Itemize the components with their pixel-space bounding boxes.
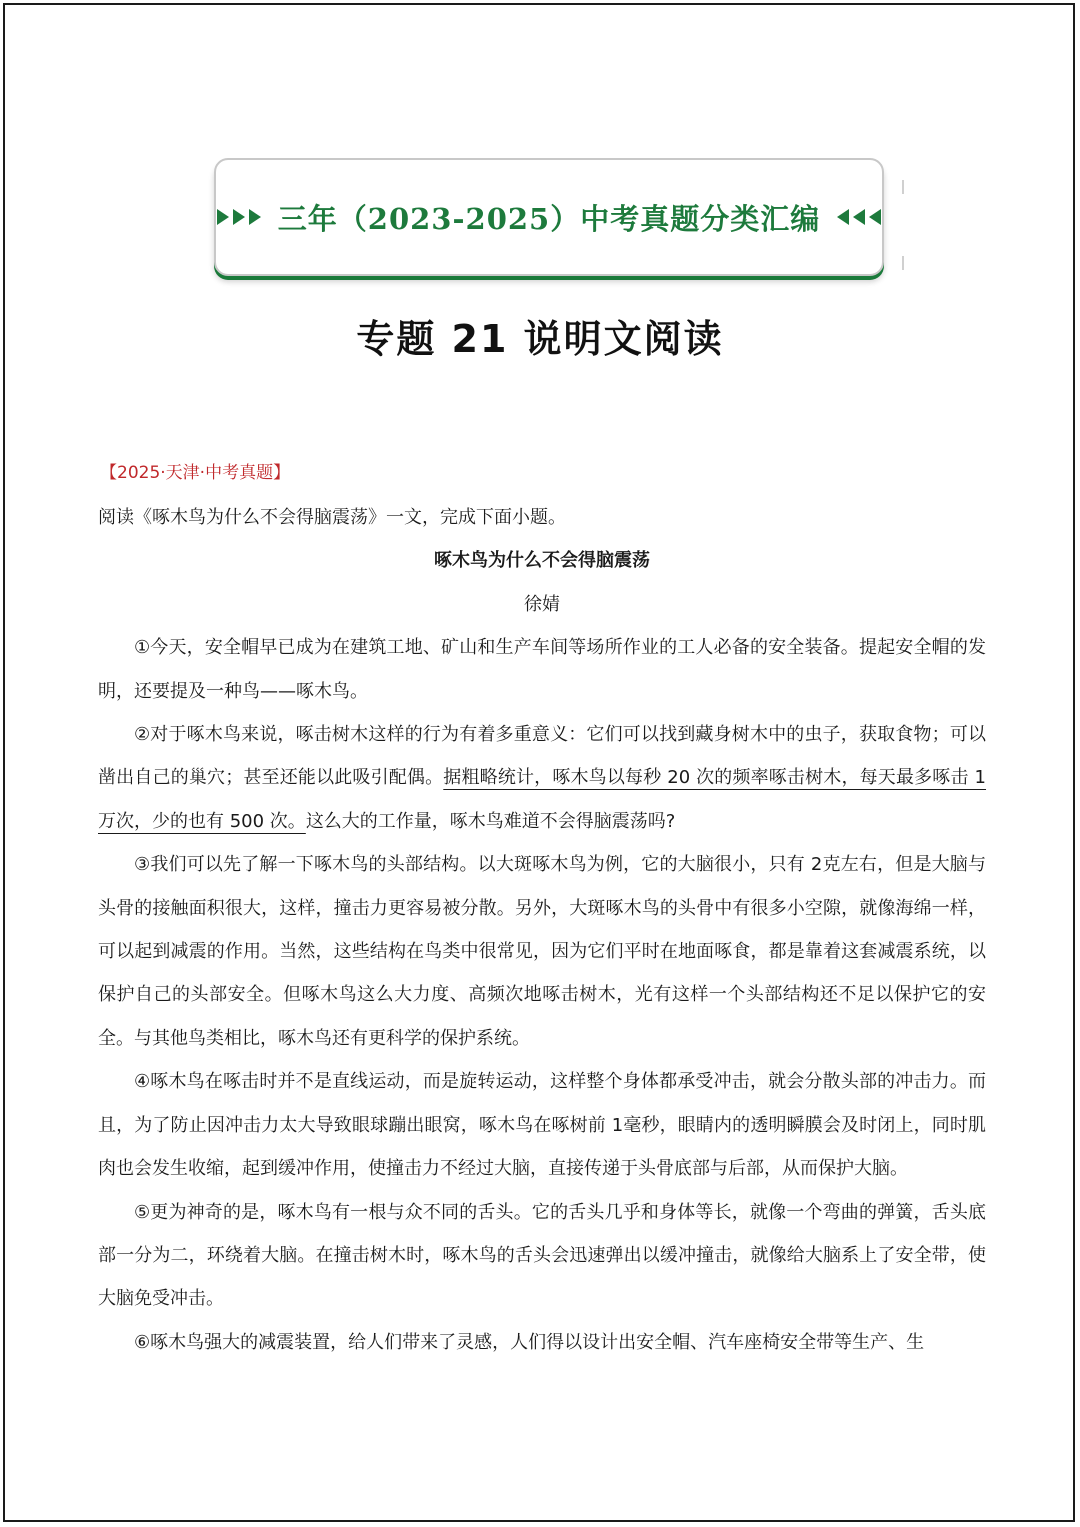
paragraph-2 bbox=[98, 713, 986, 843]
paragraph-6: ⑥啄木鸟强大的减震装置，给人们带来了灵感，人们得以设计出安全帽、汽车座椅安全带等生产、生 bbox=[134, 1331, 925, 1353]
triple-arrow-right-icon bbox=[216, 208, 262, 226]
paragraph-5: ⑤更为神奇的是，啄木鸟有一根与众不同的舌头。它的舌头几乎和身体等长，就像一个弯曲的弹簧，舌头底部一分为二，环绕着大脑。在撞击树木时，啄木鸟的舌头会迅速弹出以缓冲撞击，就像给大脑系上了安全带，使大脑免受冲击。 bbox=[98, 1201, 986, 1310]
banner-title: 三年（2023-2025）中考真题分类汇编 bbox=[277, 201, 821, 236]
paragraph-2-question: 这么大的工作量，啄木鸟难道不会得脑震荡吗? bbox=[305, 810, 676, 832]
banner-side-mark-top bbox=[902, 180, 904, 194]
paragraph-2-underlined-text: 据粗略统计，啄木鸟以每秒 20 次的频率啄击树木，每天最多啄击 1万次，少的也有 500 次。 bbox=[98, 767, 987, 832]
banner-inner bbox=[216, 197, 882, 238]
paragraph-1: ①今天，安全帽早已成为在建筑工地、矿山和生产车间等场所作业的工人必备的安全装备。提起安全帽的发明，还要提及一种鸟——啄木鸟。 bbox=[98, 637, 986, 702]
document-title: 专题 21 说明文阅读 bbox=[356, 317, 724, 361]
paragraph-3: ③我们可以先了解一下啄木鸟的头部结构。以大斑啄木鸟为例，它的大脑很小，只有 2克左右，但是大脑与头骨的接触面积很大，这样，撞击力更容易被分散。另外，大斑啄木鸟的头骨中有很多小空隙，就像海绵一样，可以起到减震的作用。当然，这些结构在鸟类中很常见，因为它们平时在地面啄食，都是靠着这套减震系统，以保护自己的头部安全。但啄木鸟这么大力度、高频次地啄击树木，光有这样一个头部结构还不足以保护它的安全。与其他鸟类相比，啄木鸟还有更科学的保护系统。 bbox=[98, 854, 986, 1049]
paragraph-2-text: ②对于啄木鸟来说，啄击树木这样的行为有着多重意义：它们可以找到藏身树木中的虫子，获取食物；可以凿出自己的巢穴；甚至还能以此吸引配偶。 bbox=[98, 724, 986, 789]
article-content bbox=[98, 496, 986, 1364]
article-title: 啄木鸟为什么不会得脑震荡 bbox=[434, 550, 650, 572]
paragraph-4: ④啄木鸟在啄击时并不是直线运动，而是旋转运动，这样整个身体都承受冲击，就会分散头部的冲击力。而且，为了防止因冲击力太大导致眼球蹦出眼窝，啄木鸟在啄树前 1毫秒，眼睛内的透明瞬膜会及时闭上，同时肌肉也会发生收缩，起到缓冲作用，使撞击力不经过大脑，直接传递于头骨底部与后部，从而保护大脑。 bbox=[98, 1071, 986, 1180]
triple-arrow-left-icon bbox=[836, 208, 882, 226]
series-banner bbox=[214, 158, 884, 276]
reading-instruction: 阅读《啄木鸟为什么不会得脑震荡》一文，完成下面小题。 bbox=[98, 507, 566, 528]
banner-side-mark-bottom bbox=[902, 256, 904, 270]
source-tag: 【2025·天津·中考真题】 bbox=[100, 463, 291, 483]
article-author: 徐婧 bbox=[524, 593, 560, 615]
